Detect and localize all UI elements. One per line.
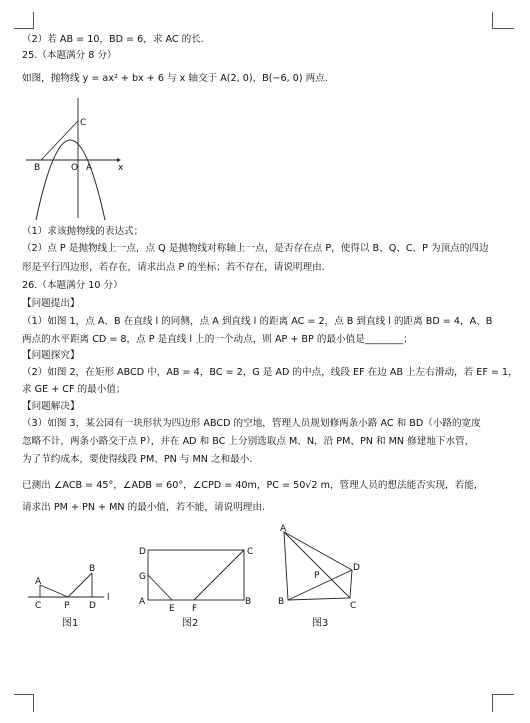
label-c: C [80,118,87,128]
parabola-figure [26,98,126,220]
figure-3-caption: 图3 [312,618,329,629]
q26-header: 26.（本题满分 10 分） [22,280,123,291]
figure-3 [274,522,366,614]
q26-part1-line2: 两点的水平距离 CD = 8，点 P 是直线 l 上的一个动点，则 AP + BP 的最小值是________； [22,334,413,345]
parabola-curve [36,140,105,220]
q26-part3-line4: 已测出 ∠ACB = 45°，∠ADB = 60°，∠CPD = 40m，PC = 50√2 m，管理人员的想法能否实现，若能， [22,480,484,491]
q26-part3-line1: （3）如图 3，某公园有一块形状为四边形 ABCD 的空地，管理人员规划修两条小路 AC 和 BD（小路的宽度 [22,418,481,429]
q26-part2-line1: （2）如图 2，在矩形 ABCD 中，AB = 4，BC = 2，G 是 AD 的中点，线段 EF 在边 AB 上左右滑动，若 EF = 1， [22,367,518,378]
crop-mark-bottom-left-v [33,694,34,712]
label-d: D [353,563,360,573]
q26-part3-line5: 请求出 PM + PN + MN 的最小值，若不能，请说明理由. [22,502,265,513]
label-e: E [169,604,175,614]
figure-1 [26,555,118,615]
label-c: C [35,601,42,611]
q24-part2: （2）若 AB = 10，BD = 6，求 AC 的长. [22,34,204,45]
label-o: O [71,163,79,173]
label-a: A [86,163,93,173]
label-a: A [280,524,287,534]
segment-pb [68,573,92,597]
label-a: A [35,577,42,587]
rectangle-abcd [148,550,244,600]
section-problem-solution: 【问题解决】 [22,401,80,412]
segment-ap [40,585,68,597]
q25-statement: 如图，抛物线 y = ax² + bx + 6 与 x 轴交于 A(2, 0)，B(−6, 0) 两点. [22,73,328,84]
label-f: F [192,604,198,614]
section-problem-proposed: 【问题提出】 [22,298,80,309]
crop-mark-top-right-v [492,12,493,29]
label-b: B [278,597,285,607]
label-l: l [107,593,110,603]
label-c: C [247,547,254,557]
figure-1-caption: 图1 [62,618,79,629]
label-p: P [314,571,320,581]
section-problem-exploration: 【问题探究】 [22,350,80,361]
crop-mark-bottom-left-h [14,694,34,695]
q25-part2-line2: 形是平行四边形，若存在，请求出点 P 的坐标；若不存在，请说明理由. [22,262,325,273]
label-a: A [139,597,146,607]
segment-ge [148,575,172,600]
q25-header: 25.（本题满分 8 分） [22,50,117,61]
figure-2-caption: 图2 [182,618,199,629]
segment-fc [194,550,244,600]
crop-mark-top-right-h [492,28,514,29]
label-d: D [89,601,96,611]
label-x: x [118,163,124,173]
x-axis-arrow [117,158,121,162]
label-b: B [89,564,96,574]
label-b: B [34,163,41,173]
diagonal-ac [284,532,350,598]
q26-part3-line3: 为了节约成本，要使得线段 PM、PN 与 MN 之和最小. [22,454,253,465]
label-c: C [350,601,357,611]
label-d: D [139,547,146,557]
q26-part3-line2: 忽略不计，两条小路交于点 P），并在 AD 和 BC 上分别选取点 M、N，沿 PM、PN 和 MN 修建地下水管， [22,436,475,447]
q25-part1: （1）求该抛物线的表达式； [22,226,144,237]
crop-mark-top-left-h [14,28,34,29]
label-p: P [64,601,70,611]
label-g: G [139,572,146,582]
figure-2 [136,542,256,614]
q25-part2-line1: （2）点 P 是抛物线上一点，点 Q 是抛物线对称轴上一点，是否存在点 P，使得以 B、Q、C、P 为顶点的四边 [22,243,489,254]
crop-mark-top-left-v [33,12,34,29]
diagonal-bd [288,570,352,600]
q26-part2-line2: 求 GE + CF 的最小值； [22,384,126,395]
crop-mark-bottom-right-h [492,694,514,695]
crop-mark-bottom-right-v [492,694,493,712]
label-b: B [245,597,252,607]
q26-part1-line1: （1）如图 1，点 A、B 在直线 l 的同侧，点 A 到直线 l 的距离 AC = 2，点 B 到直线 l 的距离 BD = 4，A、B [22,316,493,327]
